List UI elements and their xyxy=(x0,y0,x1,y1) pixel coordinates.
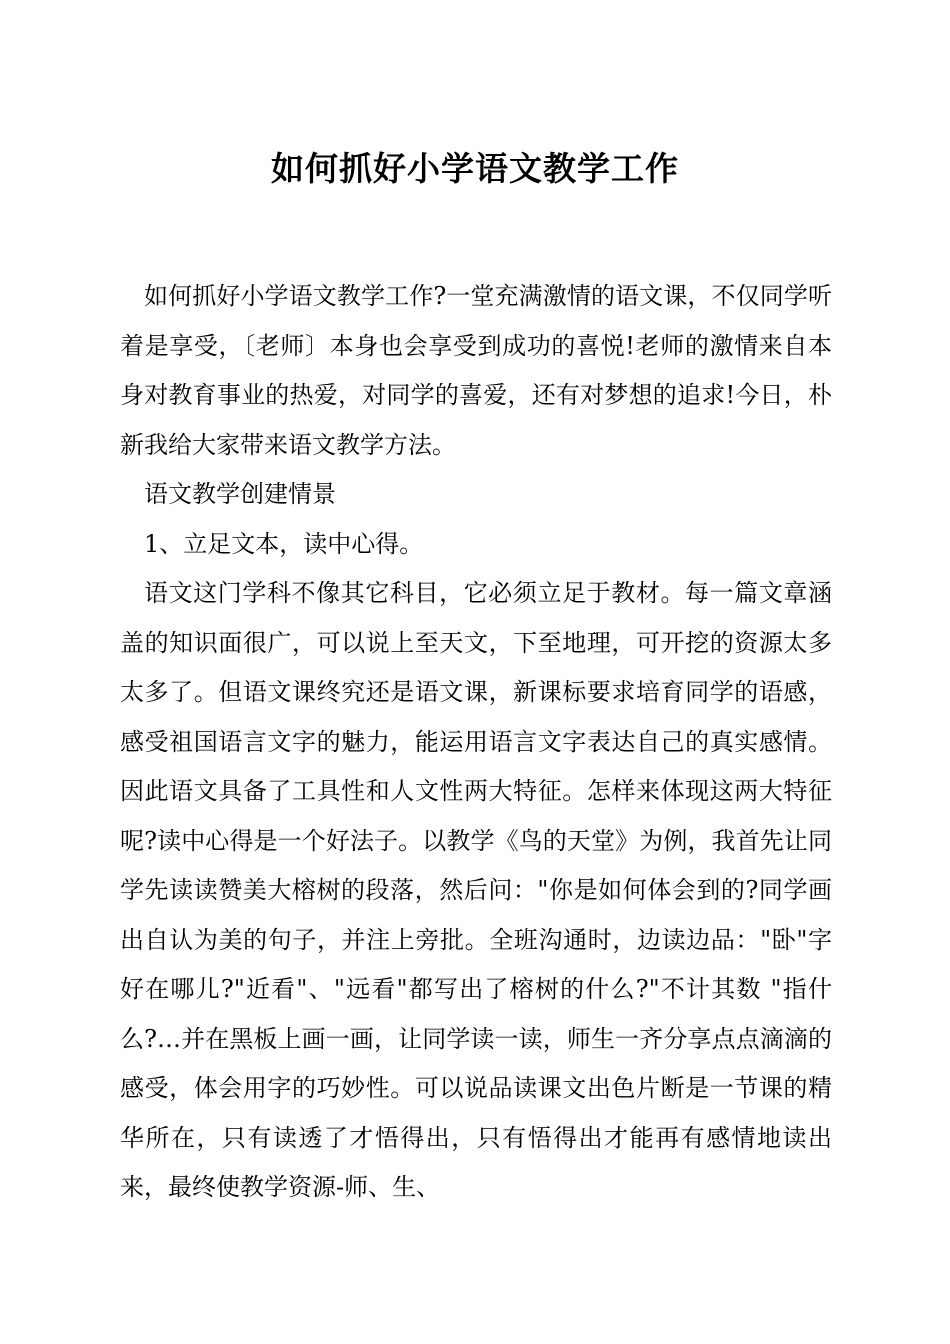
paragraph-intro: 如何抓好小学语文教学工作?一堂充满激情的语文课，不仅同学听着是享受，〔老师〕本身也会享受到成功的喜悦!老师的激情来自本身对教育事业的热爱，对同学的喜爱，还有对梦想的追求!今日，朴新我给大家带来语文教学方法。 xyxy=(120,282,832,459)
subsection-heading: 1、立足文本，读中心得。 xyxy=(144,529,424,558)
document-body xyxy=(120,272,832,1213)
page-title: 如何抓好小学语文教学工作 xyxy=(271,149,679,188)
section-heading: 语文教学创建情景 xyxy=(144,480,336,508)
paragraph-body: 语文这门学科不像其它科目，它必须立足于教材。每一篇文章涵盖的知识面很广，可以说上至天文，下至地理，可开挖的资源太多太多了。但语文课终究还是语文课，新课标要求培育同学的语感，感受祖国语言文字的魅力，能运用语言文字表达自己的真实感情。因此语文具备了工具性和人文性两大特征。怎样来体现这两大特征呢?读中心得是一个好法子。以教学《鸟的天堂》为例，我首先让同学先读读赞美大榕树的段落，然后问："你是如何体会到的?同学画出自认为美的句子，并注上旁批。全班沟通时，边读边品："卧"字好在哪儿?"近看"、"远看"都写出了榕树的什么?"不计其数 "指什么?…并在黑板上画一画，让同学读一读，师生一齐分享点点滴滴的感受，体会用字的巧妙性。可以说品读课文出色片断是一节课的精华所在，只有读透了才悟得出，只有悟得出才能再有感情地读出来，最终使教学资源-师、生、 xyxy=(120,579,832,1201)
